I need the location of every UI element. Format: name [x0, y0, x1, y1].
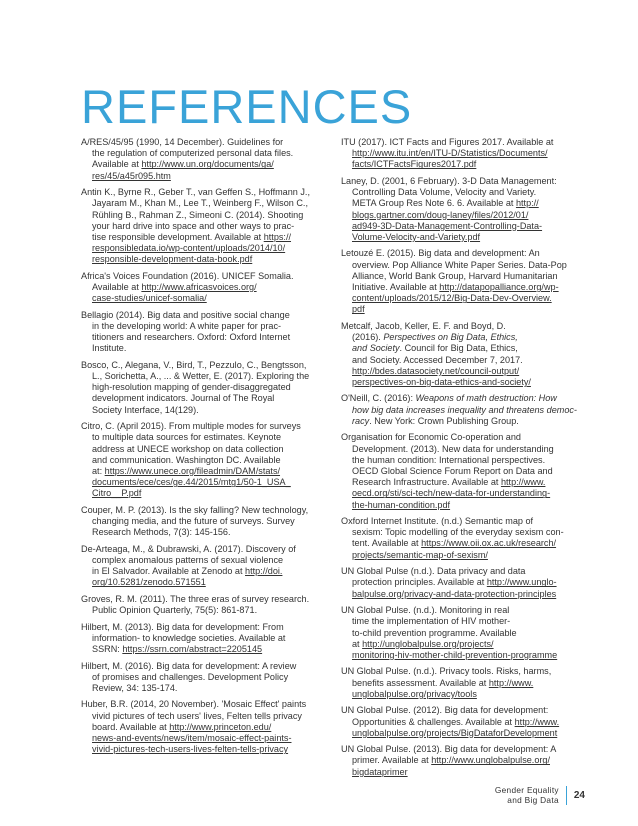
- reference-link[interactable]: responsibledata.io/wp-content/uploads/2014/10/: [92, 243, 286, 254]
- reference-entry: O'Neill, C. (2016): Weapons of math destruction: How how big data increases inequality and threatens democ- racy. New York: Crown Publishing Group.: [341, 393, 577, 426]
- reference-link[interactable]: pdf: [352, 304, 365, 315]
- reference-entry: Organisation for Economic Co-operation and Development. (2013). New data for understanding the human condition: International perspectives. OECD Global Science Forum Report on Data and Research Infrastructure. Available at http://www. oecd.org/sti/sci-tech/new-data-for-understanding- the-human-condition.pdf: [341, 432, 554, 510]
- reference-entry: UN Global Pulse. (2012). Big data for development: Opportunities & challenges. Available at http://www. unglobalpulse.org/projects/BigDataforDevelopment: [341, 705, 560, 738]
- reference-link[interactable]: http://bdes.datasociety.net/council-output/: [352, 365, 520, 376]
- reference-entry: Africa's Voices Foundation (2016). UNICEF Somalia. Available at http://www.africasvoices.org/ case-studies/unicef-somalia/: [81, 270, 294, 304]
- reference-link[interactable]: http://www.: [488, 677, 534, 688]
- reference-link[interactable]: projects/semantic-map-of-sexism/: [352, 549, 488, 560]
- reference-link[interactable]: http://: [515, 198, 539, 209]
- reference-link[interactable]: perspectives-on-big-data-ethics-and-society/: [352, 376, 531, 387]
- reference-entry: ITU (2017). ICT Facts and Figures 2017. Available at http://www.itu.int/en/ITU-D/Statistics/Documents/ facts/ICTFactsFigures2017.pdf: [341, 137, 554, 170]
- reference-entry: Bellagio (2014). Big data and positive social change in the developing world: A white paper for prac- titioners and researchers. Oxford: Oxford Internet Institute.: [81, 309, 291, 354]
- reference-link[interactable]: blogs.gartner.com/doug-laney/files/2012/01/: [352, 209, 529, 220]
- reference-link[interactable]: bigdataprimer: [352, 766, 408, 777]
- reference-entry: Couper, M. P. (2013). Is the sky falling? New technology, changing media, and the future of surveys. Survey Research Methods, 7(3): 145-156.: [81, 504, 309, 538]
- reference-entry: Letouzé E. (2015). Big data and development: An overview. Pop Alliance White Paper Series. Data-Pop Alliance, World Bank Group, Harvard Humanitarian Initiative. Available at http://datapopalliance.org/wp- content/uploads/2015/12/Big-Data-Dev-Overview. pdf: [341, 248, 567, 315]
- reference-link[interactable]: https://www.unece.org/fileadmin/DAM/stats/: [104, 465, 281, 476]
- reference-link[interactable]: ad949-3D-Data-Management-Controlling-Data-: [352, 220, 543, 231]
- reference-link[interactable]: facts/ICTFactsFigures2017.pdf: [352, 159, 477, 170]
- reference-link[interactable]: case-studies/unicef-somalia/: [92, 293, 207, 304]
- page-number: 24: [573, 790, 585, 802]
- reference-entry: A/RES/45/95 (1990, 14 December). Guidelines for the regulation of computerized personal data files. Available at http://www.un.org/documents/ga/ res/45/a45r095.htm: [81, 137, 294, 181]
- reference-entry: UN Global Pulse. (2013). Big data for development: A primer. Available at http://www.unglobalpulse.org/ bigdataprimer: [341, 744, 557, 777]
- reference-link[interactable]: the-human-condition.pdf: [352, 499, 451, 510]
- reference-entry: Citro, C. (April 2015). From multiple modes for surveys to multiple data sources for estimates. Keynote address at UNECE workshop on data collection and communication. Washington DC. Available at: https://www.unece.org/fileadmin/DAM/stats/ documents/ece/ces/ge.44/2015/mtg1/50-1_USA_ Citro__P.pdf: [81, 421, 301, 499]
- reference-entry: De-Arteaga, M., & Dubrawski, A. (2017). Discovery of complex anomalous patterns of sexual violence in El Salvador. Available at Zenodo at http://doi. org/10.5281/zenodo.571551: [81, 543, 296, 588]
- reference-link[interactable]: http://www.unglo-: [486, 577, 557, 588]
- reference-link[interactable]: monitoring-hiv-mother-child-prevention-programme: [352, 649, 558, 660]
- reference-link[interactable]: http://www.un.org/documents/ga/: [141, 159, 274, 170]
- reference-link[interactable]: http://www.africasvoices.org/: [141, 282, 257, 293]
- reference-link[interactable]: http://www.: [514, 716, 560, 727]
- reference-entry: Metcalf, Jacob, Keller, E. F. and Boyd, D. (2016). Perspectives on Big Data, Ethics, and Society. Council for Big Data, Ethics, and Society. Accessed December 7, 2017. http://bdes.datasociety.net/council-output/ perspectives-on-big-data-ethics-and-society/: [341, 320, 531, 387]
- reference-link[interactable]: http://doi.: [245, 566, 283, 577]
- reference-link[interactable]: Citro__P.pdf: [92, 488, 142, 499]
- reference-entry: UN Global Pulse. (n.d.). Monitoring in real time the implementation of HIV mother- to-child prevention programme. Available at http://unglobalpulse.org/projects/ monitoring-hiv-mother-child-prevention-programme: [341, 605, 558, 660]
- reference-link[interactable]: https://ssrn.com/abstract=2205145: [122, 644, 263, 654]
- reference-link[interactable]: https://: [263, 231, 292, 242]
- reference-link[interactable]: content/uploads/2015/12/Big-Data-Dev-Overview.: [352, 293, 552, 304]
- reference-link[interactable]: Volume-Velocity-and-Variety.pdf: [352, 231, 481, 242]
- reference-link[interactable]: org/10.5281/zenodo.571551: [92, 577, 206, 588]
- reference-link[interactable]: http://www.itu.int/en/ITU-D/Statistics/Documents/: [352, 148, 548, 159]
- reference-entry: Hilbert, M. (2016). Big data for development: A review of promises and challenges. Development Policy Review, 34: 135-174.: [81, 660, 297, 693]
- reference-link[interactable]: http://www.unglobalpulse.org/: [431, 755, 550, 766]
- page-footer: [495, 786, 585, 805]
- reference-link[interactable]: res/45/a45r095.htm: [92, 170, 171, 181]
- reference-link[interactable]: documents/ece/ces/ge.44/2015/mtg1/50-1_USA_: [92, 477, 291, 488]
- reference-link[interactable]: unglobalpulse.org/projects/BigDataforDevelopment: [352, 727, 558, 738]
- reference-link[interactable]: https://www.oii.ox.ac.uk/research/: [421, 538, 557, 549]
- reference-link[interactable]: news-and-events/news/item/mosaic-effect-paints-: [92, 733, 292, 744]
- page-title: REFERENCES: [81, 80, 413, 133]
- reference-entry: Laney, D. (2001, 6 February). 3-D Data Management: Controlling Data Volume, Velocity and Variety. META Group Res Note 6. 6. Available at http:// blogs.gartner.com/doug-laney/files/2012/01/ ad949-3D-Data-Management-Controlling-Data- Volume-Velocity-and-Variety.pdf: [341, 175, 557, 242]
- reference-entry: Groves, R. M. (2011). The three eras of survey research. Public Opinion Quarterly, 75(5): 861-871.: [81, 593, 310, 616]
- reference-entry: UN Global Pulse (n.d.). Data privacy and data protection principles. Available at http://www.unglo- balpulse.org/privacy-and-data-protection-principles: [341, 566, 557, 599]
- reference-link[interactable]: http://www.: [500, 477, 546, 488]
- reference-entry: UN Global Pulse. (n.d.). Privacy tools. Risks, harms, benefits assessment. Available at http://www. unglobalpulse.org/privacy/tools: [341, 666, 552, 699]
- reference-link[interactable]: responsible-development-data-book.pdf: [92, 254, 253, 265]
- reference-entry: Bosco, C., Alegana, V., Bird, T., Pezzulo, C., Bengtsson, L., Sorichetta, A., ... & Wetter, E. (2017). Exploring the high-resolution mapping of gender-disaggregated development indicators. Journal of The Royal Society Interface, 14(129).: [81, 359, 310, 415]
- reference-link[interactable]: vivid-pictures-tech-users-lives-felten-tells-privacy: [92, 744, 289, 755]
- reference-link[interactable]: balpulse.org/privacy-and-data-protection-principles: [352, 588, 557, 599]
- reference-link[interactable]: http://datapopalliance.org/wp-: [439, 282, 559, 293]
- references-right-column: [341, 137, 577, 783]
- reference-link[interactable]: http://www.princeton.edu/: [169, 721, 272, 732]
- reference-entry: Antin K., Byrne R., Geber T., van Geffen S., Hoffmann J., Jayaram M., Khan M., Lee T., Weinberg F., Wilson C., Rühling B., Rahman Z., Simeoni C. (2014). Shooting your hard drive into space and other ways to prac- tise responsible development. Available at https:// responsibledata.io/wp-content/uploads/2014/10/ responsible-development-data-book.pdf: [81, 187, 310, 265]
- reference-entry: Huber, B.R. (2014, 20 November). 'Mosaic Effect' paints vivid pictures of tech users' lives, Felten tells privacy board. Available at http://www.princeton.edu/ news-and-events/news/item/mosaic-effect-paints- vivid-pictures-tech-users-lives-felten-tells-privacy: [81, 699, 307, 755]
- reference-link[interactable]: http://unglobalpulse.org/projects/: [362, 638, 494, 649]
- references-left-column: [81, 137, 319, 761]
- reference-link[interactable]: oecd.org/sti/sci-tech/new-data-for-understanding-: [352, 488, 551, 499]
- reference-entry: Hilbert, M. (2013). Big data for development: From information- to knowledge societies. Available at SSRN: https://ssrn.com/abstract=2205145: [81, 621, 286, 654]
- reference-entry: Oxford Internet Institute. (n.d.) Semantic map of sexism: Topic modelling of the everyday sexism con- tent. Available at https://www.oii.ox.ac.uk/research/ projects/semantic-map-of-sexism/: [341, 516, 564, 560]
- reference-link[interactable]: unglobalpulse.org/privacy/tools: [352, 688, 477, 699]
- footer-publication-title: Gender Equality and Big Data: [495, 786, 567, 805]
